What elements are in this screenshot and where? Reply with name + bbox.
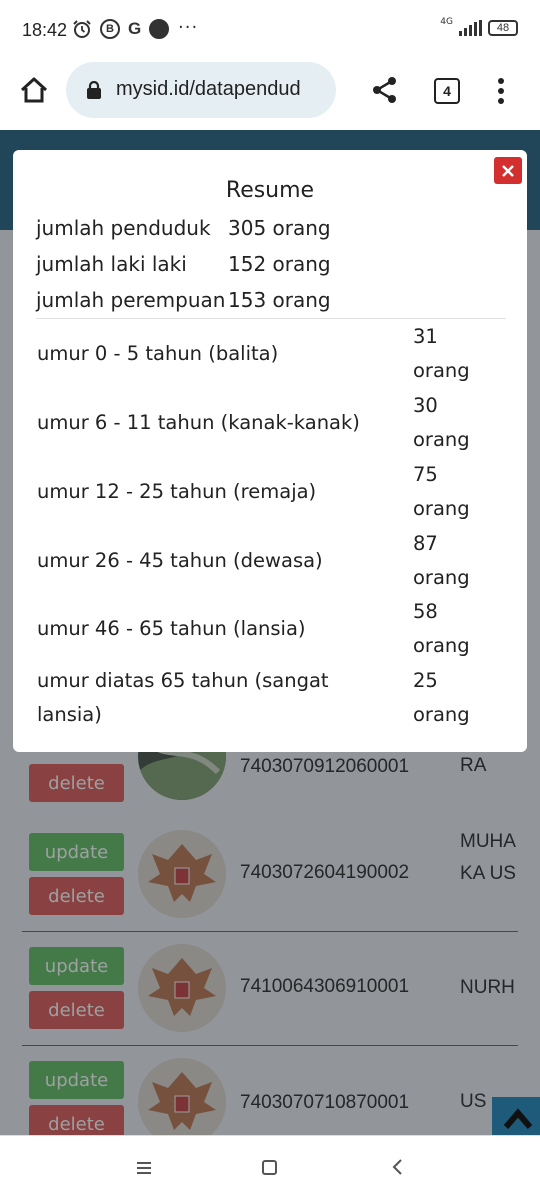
browser-toolbar <box>0 62 540 130</box>
google-icon: G <box>128 19 142 38</box>
resume-modal <box>13 150 527 752</box>
delete-button[interactable]: delete <box>29 991 124 1029</box>
share-icon[interactable] <box>372 76 398 104</box>
address-bar[interactable] <box>66 62 336 118</box>
nik-value: 7403070710870001 <box>240 1092 410 1113</box>
close-icon <box>501 164 515 178</box>
nik-value: 7403072604190002 <box>240 862 410 883</box>
age-group-value: 75 orang <box>413 463 470 520</box>
update-button[interactable]: update <box>29 833 124 871</box>
summary-value: 305 orang <box>228 216 331 240</box>
age-group-label: umur 6 - 11 tahun (kanak-kanak) <box>37 411 360 434</box>
name-value: NURH <box>460 977 515 998</box>
status-time: 18:42 <box>22 20 68 40</box>
url-text[interactable]: mysid.id/datapendud <box>116 78 301 100</box>
delete-button[interactable]: delete <box>29 1105 124 1135</box>
more-notifications-icon: ··· <box>178 17 199 38</box>
battery-icon: 48 <box>488 20 518 36</box>
divider <box>36 318 506 319</box>
alarm-icon <box>72 19 92 39</box>
signal-icon <box>459 20 482 36</box>
summary-value: 153 orang <box>228 288 331 312</box>
status-notification-icons <box>72 19 169 39</box>
name-value: US <box>460 1091 487 1112</box>
app-notification-icon <box>149 19 169 39</box>
summary-value: 152 orang <box>228 252 331 276</box>
b-notification-icon: B <box>100 19 120 39</box>
back-icon[interactable] <box>390 1158 404 1176</box>
scroll-to-top-button[interactable] <box>492 1097 540 1137</box>
home-icon[interactable] <box>18 74 50 106</box>
lock-icon <box>86 81 102 99</box>
update-button[interactable]: update <box>29 947 124 985</box>
delete-button[interactable]: delete <box>29 764 124 802</box>
modal-title: Resume <box>225 178 315 203</box>
nik-value: 7410064306910001 <box>240 976 410 997</box>
nik-value: 7403070912060001 <box>240 756 410 777</box>
summary-label: jumlah laki laki <box>36 252 187 276</box>
age-group-value: 87 orang <box>413 532 470 589</box>
age-group-value: 30 orang <box>413 394 470 451</box>
status-bar <box>0 0 540 62</box>
age-group-label: umur diatas 65 tahun (sangat lansia) <box>37 669 329 726</box>
age-group-label: umur 0 - 5 tahun (balita) <box>37 342 279 365</box>
tab-count-button[interactable]: 4 <box>434 78 460 104</box>
status-system-icons <box>440 16 518 36</box>
home-nav-icon[interactable] <box>262 1160 277 1175</box>
summary-label: jumlah penduduk <box>36 216 211 240</box>
age-group-value: 58 orang <box>413 600 470 657</box>
name-value: MUHA KA US <box>460 831 516 884</box>
name-value: RA <box>460 755 487 776</box>
age-group-label: umur 46 - 65 tahun (lansia) <box>37 617 306 640</box>
age-group-value: 31 orang <box>413 325 470 382</box>
overflow-menu-icon[interactable] <box>492 76 510 106</box>
recent-apps-icon[interactable] <box>136 1160 152 1174</box>
summary-label: jumlah perempuan <box>36 288 226 312</box>
age-group-label: umur 12 - 25 tahun (remaja) <box>37 480 317 503</box>
delete-button[interactable]: delete <box>29 877 124 915</box>
age-group-value: 25 orang <box>413 669 470 726</box>
network-type: 4G <box>440 16 453 27</box>
age-group-label: umur 26 - 45 tahun (dewasa) <box>37 549 323 572</box>
system-nav-bar <box>0 1135 540 1200</box>
update-button[interactable]: update <box>29 1061 124 1099</box>
